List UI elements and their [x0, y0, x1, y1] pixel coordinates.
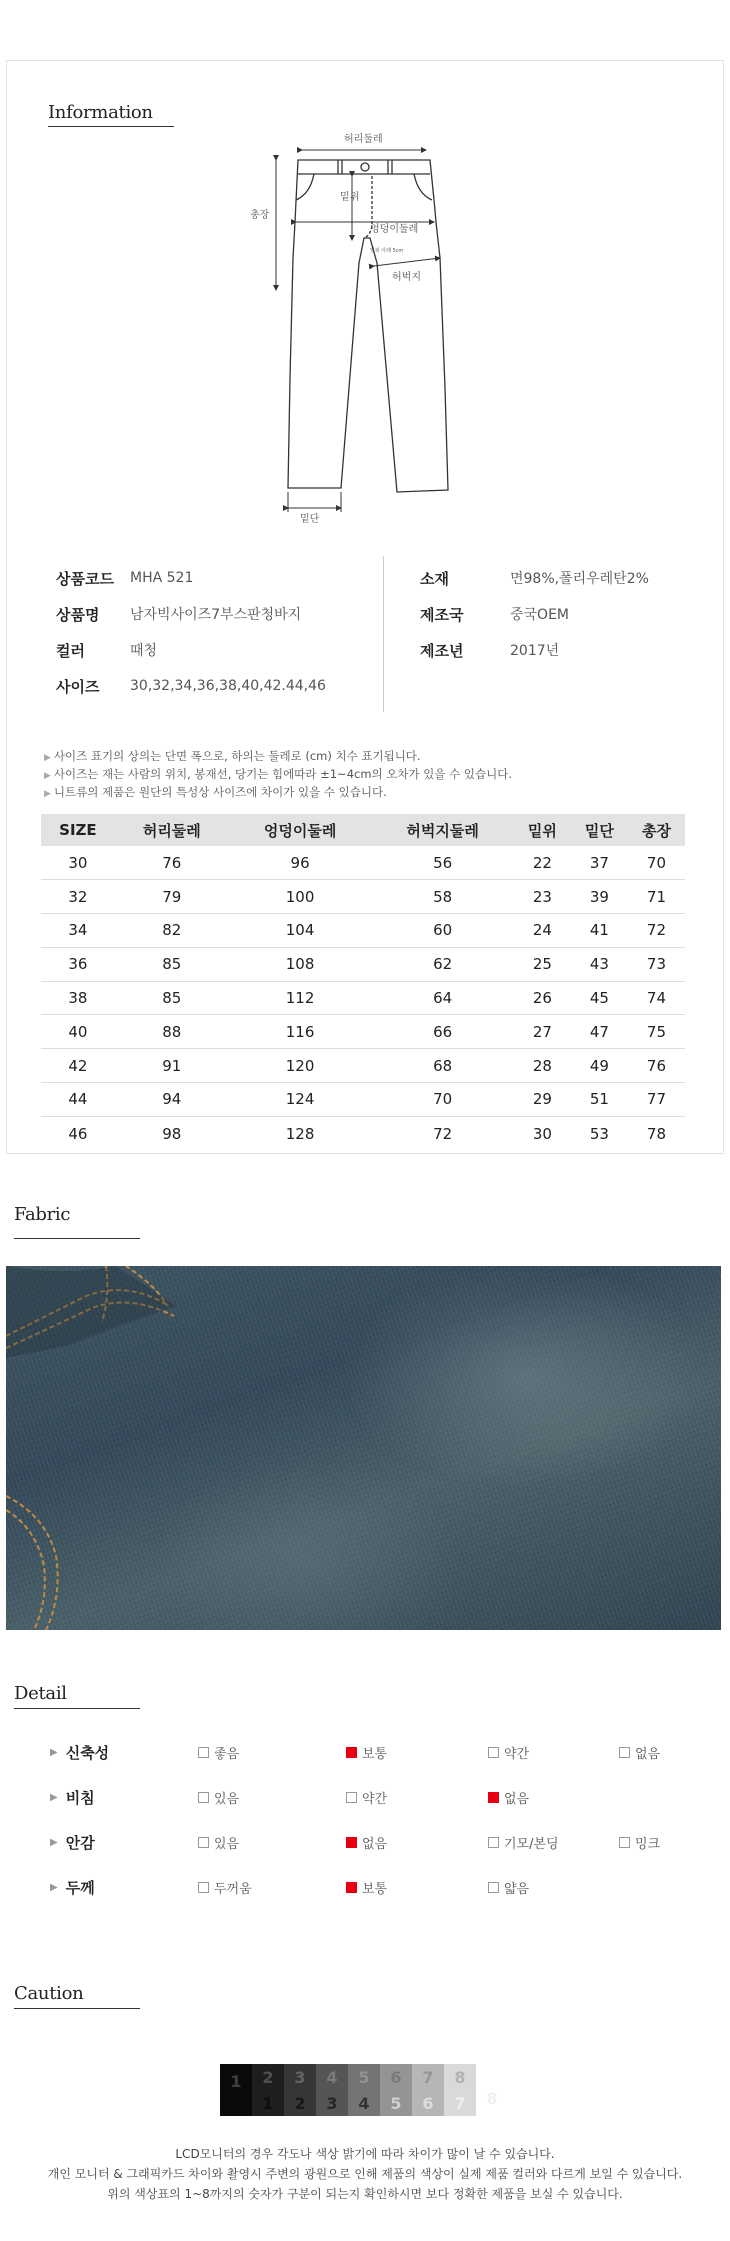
size-table-cell: 28 — [514, 1049, 571, 1083]
pants-diagram — [240, 128, 470, 528]
spec-divider — [383, 556, 384, 712]
detail-row — [0, 1830, 730, 1854]
size-table-cell: 44 — [41, 1083, 115, 1117]
size-table-cell: 27 — [514, 1015, 571, 1049]
size-table-cell: 32 — [41, 880, 115, 914]
detail-label-text: 안감 — [65, 1834, 95, 1852]
swatch-number-bottom: 5 — [390, 2093, 402, 2113]
spec-value: 중국OEM — [510, 607, 569, 623]
size-table-cell: 41 — [571, 914, 628, 948]
size-table-cell: 112 — [229, 981, 372, 1015]
size-table-row — [41, 880, 685, 914]
spec-value: 면98%,폴리우레탄2% — [510, 571, 649, 587]
size-table-cell: 82 — [115, 914, 229, 948]
size-table-cell: 40 — [41, 1015, 115, 1049]
checkbox[interactable] — [619, 1837, 630, 1848]
size-table-cell: 62 — [371, 947, 514, 981]
size-table-header-cell: 밑위 — [514, 814, 571, 846]
below-rise-label: 밑위 아래 5cm — [370, 248, 404, 254]
waist-label: 허리둘레 — [344, 134, 383, 145]
spec-row — [56, 596, 326, 632]
size-table-header-cell: 엉덩이둘레 — [229, 814, 372, 846]
spec-key: 소재 — [420, 569, 449, 588]
size-table-cell: 26 — [514, 981, 571, 1015]
size-table-cell: 88 — [115, 1015, 229, 1049]
detail-option-label: 기모/본딩 — [504, 1837, 559, 1852]
size-table-row — [41, 981, 685, 1015]
detail-option-label: 얇음 — [504, 1882, 530, 1897]
total-length-label: 총장 — [250, 210, 270, 221]
detail-label — [50, 1742, 109, 1763]
size-table-cell: 116 — [229, 1015, 372, 1049]
detail-option-label: 없음 — [504, 1792, 530, 1807]
detail-option-label: 있음 — [214, 1837, 240, 1852]
note-item: ▶ 사이즈 표기의 상의는 단면 폭으로, 하의는 둘레로 (cm) 치수 표기됩니다. — [44, 749, 421, 763]
size-table-header-cell: 총장 — [628, 814, 685, 846]
size-table-cell: 71 — [628, 880, 685, 914]
spec-row — [56, 632, 326, 668]
size-notes — [44, 748, 512, 802]
size-table-cell: 98 — [162, 1124, 182, 1143]
detail-title: Detail — [14, 1683, 67, 1704]
note-item: ▶ 니트류의 제품은 원단의 특성상 사이즈에 차이가 있을 수 있습니다. — [44, 785, 387, 799]
size-table-cell: 34 — [41, 914, 115, 948]
checkbox[interactable] — [488, 1747, 499, 1758]
caution-line: 개인 모니터 & 그래픽카드 차이와 촬영시 주변의 광원으로 인해 제품의 색상이 실제 제품 컬러와 다르게 보일 수 있습니다. — [47, 2167, 683, 2181]
checkbox[interactable] — [198, 1747, 209, 1758]
size-table-cell: 47 — [571, 1015, 628, 1049]
pants-outline — [288, 160, 448, 492]
size-table-cell: 96 — [229, 846, 372, 880]
spec-row — [420, 596, 649, 632]
size-table-header-cell: 허리둘레 — [115, 814, 229, 846]
gray-swatch — [476, 2064, 508, 2116]
size-table-cell: 70 — [371, 1083, 514, 1117]
spec-row — [56, 668, 326, 704]
swatch-number-top: 4 — [326, 2067, 338, 2087]
swatch-number-top: 8 — [454, 2067, 466, 2087]
detail-option[interactable] — [488, 1743, 529, 1762]
detail-option-label: 약간 — [362, 1792, 388, 1807]
detail-option[interactable] — [198, 1743, 239, 1762]
size-table-cell: 75 — [628, 1015, 685, 1049]
grayscale-swatch-chart — [220, 2064, 508, 2116]
detail-option-label: 없음 — [635, 1747, 661, 1762]
gray-swatch — [316, 2064, 348, 2116]
size-table-cell: 70 — [628, 846, 685, 880]
size-table-cell: 25 — [514, 947, 571, 981]
detail-title-underline — [14, 1708, 140, 1709]
checkbox[interactable] — [488, 1837, 499, 1848]
checked-checkbox[interactable] — [346, 1747, 357, 1758]
detail-label — [50, 1877, 95, 1898]
size-table-cell: 53 — [589, 1124, 609, 1143]
size-table-cell: 72 — [628, 914, 685, 948]
spec-list-right — [420, 560, 649, 668]
size-table-row — [41, 1116, 685, 1150]
size-table-cell: 49 — [571, 1049, 628, 1083]
spec-key: 상품명 — [56, 605, 100, 624]
size-table-cell: 37 — [571, 846, 628, 880]
spec-key: 제조년 — [420, 641, 464, 660]
detail-option-label: 밍크 — [635, 1837, 661, 1852]
detail-option[interactable] — [346, 1833, 387, 1852]
size-table-cell: 74 — [628, 981, 685, 1015]
detail-option[interactable] — [198, 1878, 252, 1897]
size-table-header-cell: 밑단 — [571, 814, 628, 846]
spec-row — [420, 632, 649, 668]
detail-option-label: 있음 — [214, 1792, 240, 1807]
size-table-cell: 38 — [41, 981, 115, 1015]
size-table-row — [41, 1015, 685, 1049]
detail-option-label: 좋음 — [214, 1747, 240, 1762]
detail-option[interactable] — [488, 1878, 529, 1897]
spec-value: 2017년 — [510, 643, 560, 659]
gray-swatch — [380, 2064, 412, 2116]
checkbox[interactable] — [198, 1882, 209, 1893]
checkbox[interactable] — [346, 1792, 357, 1803]
triangle-right-icon: ▶ — [44, 789, 51, 799]
size-table-header — [41, 814, 685, 846]
size-table-cell: 22 — [514, 846, 571, 880]
size-table-cell: 124 — [229, 1083, 372, 1117]
caution-notes — [0, 2144, 730, 2204]
fabric-title: Fabric — [14, 1204, 71, 1225]
swatch-number-bottom: 4 — [358, 2093, 370, 2113]
size-table-cell: 39 — [571, 880, 628, 914]
swatch-number-top: 1 — [230, 2072, 242, 2092]
detail-label — [50, 1832, 95, 1853]
size-table-cell: 46 — [68, 1124, 88, 1143]
detail-label-text: 두께 — [65, 1879, 95, 1897]
size-table-cell: 43 — [571, 947, 628, 981]
swatch-number-bottom: 2 — [294, 2093, 306, 2113]
checked-checkbox[interactable] — [488, 1792, 499, 1803]
spec-value: 때청 — [130, 643, 158, 659]
size-table-cell: 73 — [628, 947, 685, 981]
size-table-cell: 108 — [229, 947, 372, 981]
detail-option[interactable] — [346, 1788, 387, 1807]
detail-option-label: 보통 — [362, 1747, 388, 1762]
swatch-number-bottom: 3 — [326, 2093, 338, 2113]
swatch-number-bottom: 8 — [486, 2088, 498, 2108]
caution-line: 위의 색상표의 1~8까지의 숫자가 구분이 되는지 확인하시면 보다 정확한 제품을 보실 수 있습니다. — [107, 2187, 623, 2201]
size-table-header-cell: SIZE — [41, 814, 115, 846]
spec-value: MHA 521 — [130, 570, 194, 586]
spec-key: 컬러 — [56, 641, 85, 660]
size-table-cell: 64 — [371, 981, 514, 1015]
size-table-cell: 45 — [571, 981, 628, 1015]
size-table-row — [41, 846, 685, 880]
detail-label — [50, 1787, 95, 1808]
size-table-cell: 58 — [371, 880, 514, 914]
gray-swatch — [348, 2064, 380, 2116]
size-table-cell: 100 — [229, 880, 372, 914]
caution-title: Caution — [14, 1983, 84, 2004]
denim-pocket-stitching — [6, 1266, 721, 1630]
detail-option[interactable] — [619, 1833, 660, 1852]
detail-label-text: 신축성 — [65, 1744, 110, 1762]
note-item: ▶ 사이즈는 재는 사람의 위치, 봉재선, 당기는 힘에따라 ±1~4cm의 오차가 있을 수 있습니다. — [44, 767, 513, 781]
checked-checkbox[interactable] — [346, 1837, 357, 1848]
spec-key: 사이즈 — [56, 677, 100, 696]
triangle-right-icon: ▶ — [50, 1837, 58, 1848]
triangle-right-icon: ▶ — [50, 1792, 58, 1803]
thigh-label: 허벅지 — [392, 272, 421, 283]
detail-option[interactable] — [198, 1833, 239, 1852]
detail-option-label: 두꺼움 — [214, 1882, 252, 1897]
triangle-right-icon: ▶ — [50, 1747, 58, 1758]
gray-swatch — [252, 2064, 284, 2116]
information-title-underline — [48, 126, 174, 127]
size-table-cell: 42 — [41, 1049, 115, 1083]
swatch-number-bottom: 1 — [262, 2093, 274, 2113]
detail-row — [0, 1740, 730, 1764]
size-table-cell: 78 — [646, 1124, 666, 1143]
spec-value: 30,32,34,36,38,40,42.44,46 — [130, 678, 326, 694]
swatch-number-top: 5 — [358, 2067, 370, 2087]
size-table-cell: 94 — [115, 1083, 229, 1117]
detail-label-text: 비침 — [65, 1789, 95, 1807]
size-table-cell: 29 — [514, 1083, 571, 1117]
size-table-cell: 79 — [115, 880, 229, 914]
size-table-cell: 85 — [115, 981, 229, 1015]
size-table-cell: 51 — [571, 1083, 628, 1117]
detail-row — [0, 1785, 730, 1809]
size-table-cell: 77 — [628, 1083, 685, 1117]
size-table-row — [41, 1049, 685, 1083]
swatch-number-bottom: 6 — [422, 2093, 434, 2113]
size-table-cell: 104 — [229, 914, 372, 948]
gray-swatch — [284, 2064, 316, 2116]
size-table — [41, 814, 685, 1150]
gray-swatch — [444, 2064, 476, 2116]
detail-option-label: 보통 — [362, 1882, 388, 1897]
checkbox[interactable] — [198, 1792, 209, 1803]
detail-option-label: 약간 — [504, 1747, 530, 1762]
size-table-header-cell: 허벅지둘레 — [371, 814, 514, 846]
size-table-cell: 30 — [532, 1124, 552, 1143]
size-table-cell: 72 — [433, 1124, 453, 1143]
size-table-cell: 23 — [514, 880, 571, 914]
spec-row — [420, 560, 649, 596]
size-table-row — [41, 1083, 685, 1117]
swatch-number-top: 6 — [390, 2067, 402, 2087]
information-title: Information — [48, 102, 153, 123]
spec-key: 제조국 — [420, 605, 464, 624]
size-table-cell: 56 — [371, 846, 514, 880]
fabric-photo — [6, 1266, 721, 1630]
detail-option[interactable] — [619, 1743, 660, 1762]
rise-label: 밑위 — [340, 192, 360, 203]
checked-checkbox[interactable] — [346, 1882, 357, 1893]
detail-option[interactable] — [346, 1878, 387, 1897]
spec-list-left — [56, 560, 326, 704]
spec-key: 상품코드 — [56, 569, 114, 588]
detail-option[interactable] — [198, 1788, 239, 1807]
size-table-row — [41, 914, 685, 948]
size-table-cell: 36 — [41, 947, 115, 981]
hem-label: 밑단 — [300, 514, 320, 525]
caution-title-underline — [14, 2008, 140, 2009]
size-table-row — [41, 947, 685, 981]
size-table-cell: 128 — [285, 1124, 315, 1143]
spec-value: 남자빅사이즈7부스판청바지 — [130, 607, 302, 623]
triangle-right-icon: ▶ — [44, 771, 51, 781]
checkbox[interactable] — [619, 1747, 630, 1758]
hip-label: 엉덩이둘레 — [370, 224, 419, 235]
detail-option[interactable] — [346, 1743, 387, 1762]
checkbox[interactable] — [198, 1837, 209, 1848]
size-table-cell: 68 — [371, 1049, 514, 1083]
size-table-cell: 30 — [41, 846, 115, 880]
size-table-cell: 76 — [115, 846, 229, 880]
swatch-number-bottom: 7 — [454, 2093, 466, 2113]
detail-option[interactable] — [488, 1833, 559, 1852]
gray-swatch — [412, 2064, 444, 2116]
gray-swatch — [220, 2064, 252, 2116]
swatch-number-top: 2 — [262, 2067, 274, 2087]
triangle-right-icon: ▶ — [50, 1882, 58, 1893]
thigh-arrow — [374, 258, 440, 266]
size-table-cell: 76 — [628, 1049, 685, 1083]
size-table-cell: 66 — [371, 1015, 514, 1049]
size-table-cell: 120 — [229, 1049, 372, 1083]
triangle-right-icon: ▶ — [44, 753, 51, 763]
fabric-title-underline — [14, 1238, 140, 1239]
size-table-cell: 85 — [115, 947, 229, 981]
caution-line: LCD모니터의 경우 각도나 색상 밝기에 따라 차이가 많이 날 수 있습니다. — [175, 2147, 555, 2161]
swatch-number-top: 7 — [422, 2067, 434, 2087]
size-table-cell: 60 — [371, 914, 514, 948]
size-table-cell: 91 — [115, 1049, 229, 1083]
size-table-cell: 24 — [514, 914, 571, 948]
detail-option[interactable] — [488, 1788, 529, 1807]
checkbox[interactable] — [488, 1882, 499, 1893]
detail-option-label: 없음 — [362, 1837, 388, 1852]
detail-row — [0, 1875, 730, 1899]
spec-row — [56, 560, 326, 596]
swatch-number-top: 3 — [294, 2067, 306, 2087]
